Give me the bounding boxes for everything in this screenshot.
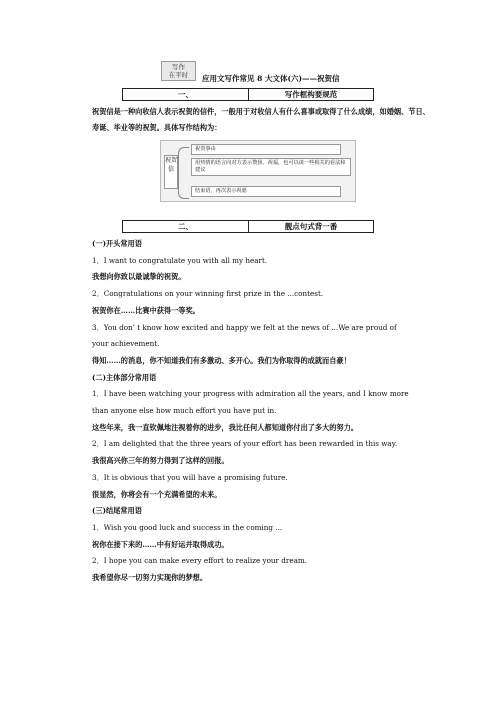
logo-line-2: 在平时 [168,71,189,79]
chinese-translation: 这些年来，我一直钦佩地注视着你的进步，我比任何人都知道你付出了多大的努力。 [92,423,358,432]
section-title: 靓点句式背一番 [284,222,338,231]
logo-line-1: 写作 [172,63,185,71]
chinese-translation: 很显然，你将会有一个充满希望的未来。 [92,490,222,499]
english-sentence-cont: than anyone else how much effort you have put in. [92,406,277,415]
chinese-translation: 祝贺你在……比赛中获得一等奖。 [92,306,200,315]
diagram-brace [178,147,189,199]
english-sentence: 1．Wish you good luck and success in the coming ... [92,523,283,532]
group-heading: (三)结尾常用语 [92,506,142,515]
section-title: 写作框构要规范 [284,90,338,99]
english-sentence-cont: your achievement. [92,339,160,348]
structure-diagram [160,140,356,202]
diagram-item: 祝贺事由 [191,144,341,155]
chinese-translation: 我想向你致以最诚挚的祝贺。 [92,272,186,281]
group-heading: (一)开头常用语 [92,239,142,248]
intro-paragraph: 祝贺信是一种向收信人表示祝贺的信件，一般用于对收信人有什么喜事或取得了什么成绩，如婚姻、节日、寿诞、毕业等的祝贺。具体写作结构为： [92,107,430,132]
section-number: 二、 [123,221,249,232]
section-number: 一、 [123,89,249,100]
english-sentence: 3．You don’ t know how excited and happy we felt at the news of ...We are proud of [92,323,397,332]
diagram-item: 用热情的语言向对方表示赞扬、祝福，也可以谈一些相关的看法和建议 [191,158,351,176]
chinese-translation: 得知……的消息，你不知道我们有多激动、多开心。我们为你取得的成就而自豪！ [92,356,351,365]
english-sentence: 1．I have been watching your progress with admiration all the years, and I know more [92,389,409,398]
group-heading: (二)主体部分常用语 [92,373,157,382]
diagram-root-label: 祝贺信 [164,155,178,189]
section-header-1 [122,88,374,101]
chinese-translation: 祝你在接下来的……中有好运并取得成功。 [92,540,229,549]
english-sentence: 2．Congratulations on your winning first prize in the ...contest. [92,289,324,298]
english-sentence: 1．I want to congratulate you with all my heart. [92,256,268,265]
section-header-2 [122,220,374,233]
diagram-item: 结束语，再次表示祝愿 [191,186,341,197]
english-sentence: 3．It is obvious that you will have a promising future. [92,473,288,482]
english-sentence: 2．I hope you can make every effort to realize your dream. [92,556,307,565]
chinese-translation: 我很高兴你三年的努力得到了这样的回报。 [92,456,229,465]
chinese-translation: 我希望你尽一切努力实现你的梦想。 [92,573,208,582]
page-title: 应用文写作常见 8 大文体(六)——祝贺信 [202,74,340,83]
english-sentence: 2．I am delighted that the three years of your effort has been rewarded in this way. [92,439,398,448]
logo-badge [161,61,196,81]
